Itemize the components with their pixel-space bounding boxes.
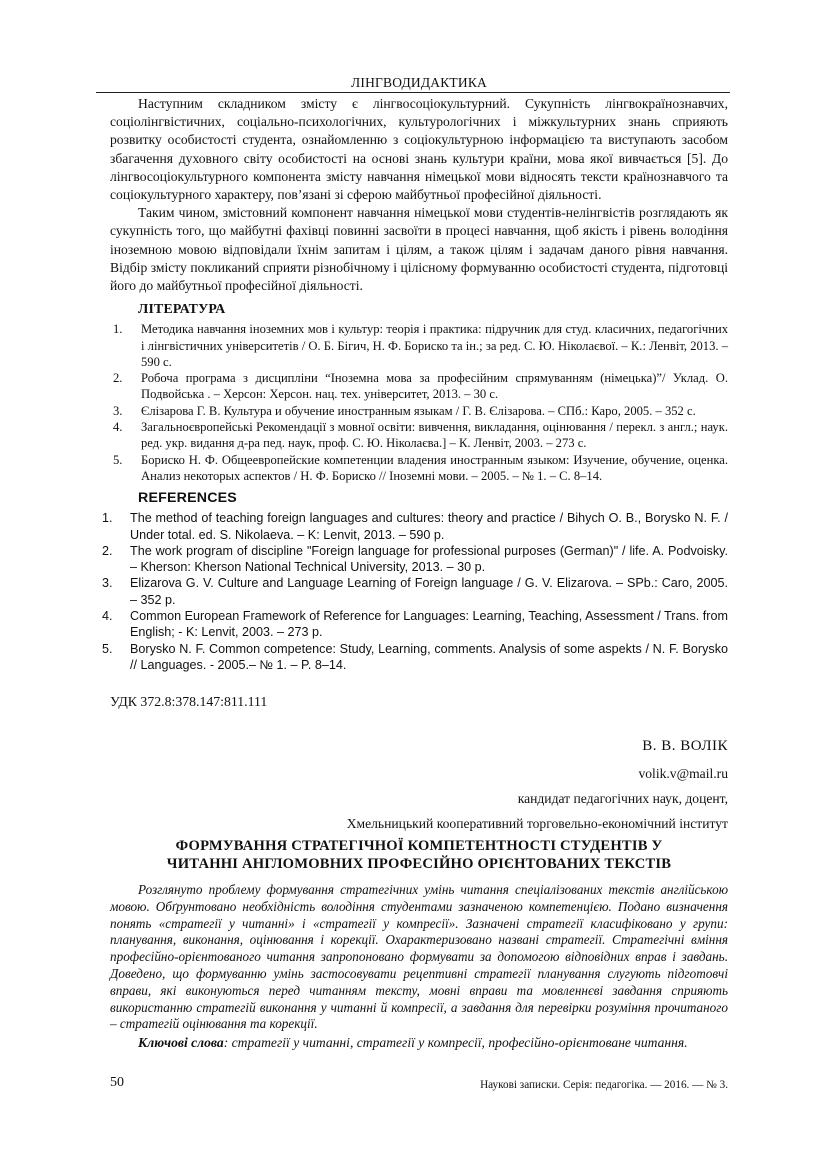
abstract-text: Розглянуто проблему формування стратегічних умінь читання спеціалізованих текстів англійською мовою. Обґрунтовано необхідність володіння студентами зазначеною компетенцією. Подано визначення понять «стратегії у читанні» і «стратегії у компресії». Зазначені стратегії класифіковано у групи: планування, виконання, оцінювання і корекції. Охарактеризовано названі стратегії. Стратегічні вміння професійно-орієнтованого читання запропоновано формувати за допомогою відповідних вправ і завдань. Доведено, що формуванню умінь застосовувати рецептивні стратегії планування слугують підготовчі вправи, які виконуються перед читанням тексту, мовні вправи та мовленнєві завдання сприяють використанню стратегій виконання у читанні й компресії, а завдання для перевірки розуміння прочитаного – стратегій оцінювання та корекції. [110,882,728,1032]
reference-item [102,575,728,608]
body-paragraph-1: Наступним складником змісту є лінгвосоціокультурний. Сукупність лінгвокраїнознавчих, соціолінгвістичних, соціально-психологічних, культурологічних і міжкультурних знань сприяють розвитку особистості студента, ознайомленню з соціокультурною інформацією та виступають засобом збагачення духовного світу особистості на основі знань культури країни, мова якої вивчається [5]. До лінгвосоціокультурного компонента змісту навчання німецької мови відносять тексти країнознавчого та соціокультурного характеру, пов’язані зі сферою майбутньої професійної діяльності. [110,96,728,203]
literature-item-text: Загальноєвропейські Рекомендації з мовної освіти: вивчення, викладання, оцінювання / перекл. з англ.; наук. ред. укр. видання д-ра пед. наук, проф. С. Ю. Ніколаєва.] – К. Ленвіт, 2003. – 273 с. [141,420,728,451]
literature-item-text: Робоча програма з дисципліни “Іноземна мова за професійним спрямуванням (німецька)”/ Уклад. О. Подвойська . – Херсон: Херсон. нац. тех. університет, 2013. – 30 с. [141,371,728,402]
references-list [102,510,728,673]
udk-code: УДК 372.8:378.147:811.111 [110,694,268,709]
literature-item-number: 5. [113,452,123,467]
literature-list [110,321,728,484]
author-institution: Хмельницький кооперативний торговельно-економічний інститут [346,816,728,831]
header-divider [96,92,730,93]
literature-item [110,321,728,370]
reference-item-number: 4. [102,608,113,623]
reference-item [102,510,728,543]
literature-item-number: 4. [113,420,123,435]
author-degree: кандидат педагогічних наук, доцент, [517,791,728,806]
reference-item-text: Common European Framework of Reference for Languages: Learning, Teaching, Assessment / Trans. from English; - K: Lenvit, 2003. – 273 p. [130,608,728,640]
reference-item-text: The work program of discipline "Foreign language for professional purposes (German)" / life. A. Podvoisky. – Kherson: Kherson National Technical University, 2013. – 30 p. [130,543,728,575]
reference-item-number: 5. [102,641,113,656]
body-paragraph-2: Таким чином, змістовний компонент навчання німецької мови студентів-нелінгвістів розглядають як сукупність того, що майбутні фахівці повинні засвоїти в процесі навчання, щоб якість і рівень володіння іноземною мовою відповідали їхнім запитам і цілям, а також цілям і задачам даного рівня навчання. Відбір змісту покликаний сприяти різнобічному і цілісному формуванню особистості студента, підготовці його до майбутньої професійної діяльності. [110,205,728,294]
reference-item-text: Elizarova G. V. Culture and Language Learning of Foreign language / G. V. Elizarova. – SPb.: Caro, 2005. – 352 p. [130,576,728,607]
page-number: 50 [110,1075,124,1090]
literature-item-number: 2. [113,371,123,386]
keywords [110,1034,728,1052]
literature-item-number: 1. [113,322,123,337]
article-title-line-2: ЧИТАННІ АНГЛОМОВНИХ ПРОФЕСІЙНО ОРІЄНТОВАНИХ ТЕКСТІВ [166,855,672,872]
article-title [110,838,728,873]
keywords-label: Ключові слова [138,1035,224,1050]
literature-item-text: Єлізарова Г. В. Культура и обучение иностранным языкам / Г. В. Єлізарова. – СПб.: Каро, 2005. – 352 с. [141,403,696,418]
journal-info: Наукові записки. Серія: педагогіка. — 2016. — № 3. [480,1079,728,1091]
literature-heading: ЛІТЕРАТУРА [138,301,226,317]
literature-item-text: Методика навчання іноземних мов і культур: теорія і практика: підручник для студ. класичних, педагогічних і лінгвістичних університетів / О. Б. Бігич, Н. Ф. Бориско та ін.; за ред. С. Ю. Ніколаєвої. – К.: Ленвіт, 2013. – 590 с. [141,322,728,369]
author-name: В. В. ВОЛІК [642,738,728,754]
author-email: volik.v@mail.ru [638,766,728,781]
reference-item-number: 1. [102,511,113,526]
keywords-text: : стратегії у читанні, стратегії у компресії, професійно-орієнтоване читання. [223,1035,688,1050]
reference-item-number: 2. [102,543,113,558]
abstract [110,882,728,1033]
literature-item [110,452,728,485]
literature-item-text: Бориско Н. Ф. Общеевропейские компетенции владения иностранным языком: Изучение, обучение, оценка. Анализ некоторых аспектов / Н. Ф. Бориско // Іноземні мови. – 2005. – № 1. – С. 8–14. [141,452,728,483]
article-title-line-1: ФОРМУВАННЯ СТРАТЕГІЧНОЇ КОМПЕТЕНТНОСТІ СТУДЕНТІВ У [175,838,663,854]
literature-item [110,419,728,452]
literature-item-number: 3. [113,403,123,418]
reference-item-number: 3. [102,576,113,591]
literature-item [110,403,728,419]
reference-item [102,543,728,576]
reference-item [102,641,728,674]
references-heading: REFERENCES [138,490,237,507]
reference-item [102,608,728,641]
literature-item [110,370,728,403]
page-content [102,74,728,673]
reference-item-text: The method of teaching foreign languages and cultures: theory and practice / Bihych O. B., Borysko N. F. / Under total. ed. S. Nikolaeva. – K: Lenvit, 2013. – 590 p. [130,511,728,542]
reference-item-text: Borysko N. F. Common competence: Study, Learning, comments. Analysis of some aspekts / N. F. Borysko // Languages. - 2005.– № 1. – P. 8–14. [130,641,728,672]
section-header: ЛІНГВОДИДАКТИКА [351,75,487,90]
